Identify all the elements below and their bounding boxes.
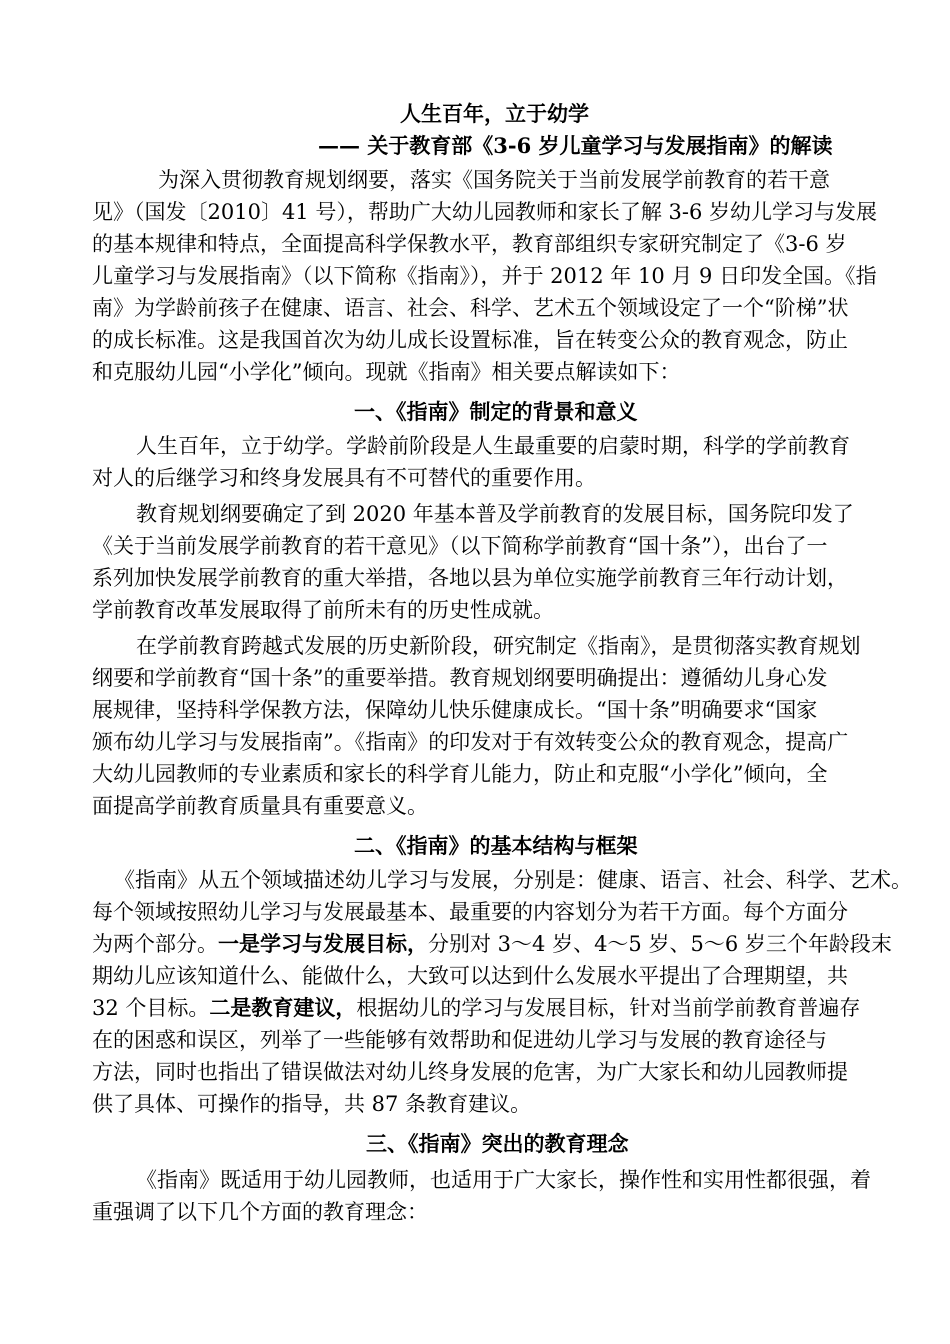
text-run: 32 个目标。 — [92, 996, 210, 1020]
paragraph-line: 在的困惑和误区，列举了一些能够有效帮助和促进幼儿学习与发展的教育途径与 — [92, 1028, 827, 1052]
paragraph-line: 方法，同时也指出了错误做法对幼儿终身发展的危害，为广大家长和幼儿园教师提 — [92, 1060, 848, 1084]
paragraph-line: 在学前教育跨越式发展的历史新阶段，研究制定《指南》，是贯彻落实教育规划 — [136, 634, 861, 658]
text-run: 为两个部分。 — [92, 932, 218, 956]
intro-line: 为深入贯彻教育规划纲要，落实《国务院关于当前发展学前教育的若干意 — [158, 168, 830, 192]
paragraph-line: 期幼儿应该知道什么、能做什么，大致可以达到什么发展水平提出了合理期望，共 — [92, 964, 848, 988]
paragraph-line: 系列加快发展学前教育的重大举措，各地以县为单位实施学前教育三年行动计划， — [92, 566, 848, 590]
paragraph-line: 《关于当前发展学前教育的若干意见》（以下简称学前教育“国十条”），出台了一 — [92, 534, 828, 558]
bold-text-run: 一是学习与发展目标， — [218, 931, 428, 956]
paragraph-line: 每个领域按照幼儿学习与发展最基本、最重要的内容划分为若干方面。每个方面分 — [92, 900, 848, 924]
paragraph-line: 对人的后继学习和终身发展具有不可替代的重要作用。 — [92, 466, 596, 490]
bold-text-run: 二是教育建议， — [209, 995, 357, 1020]
paragraph-line: 供了具体、可操作的指导，共 87 条教育建议。 — [92, 1092, 532, 1116]
section-2-heading: 二、《指南》的基本结构与框架 — [354, 833, 638, 858]
document-subtitle: —— 关于教育部《3-6 岁儿童学习与发展指南》的解读 — [318, 133, 833, 158]
paragraph-line: 人生百年，立于幼学。学龄前阶段是人生最重要的启蒙时期，科学的学前教育 — [136, 434, 850, 458]
text-run: 分别对 3～4 岁、4～5 岁、5～6 岁三个年龄段末 — [428, 932, 892, 956]
paragraph-line: 学前教育改革发展取得了前所未有的历史性成就。 — [92, 598, 554, 622]
paragraph-line: 面提高学前教育质量具有重要意义。 — [92, 794, 428, 818]
paragraph-line — [92, 992, 860, 1024]
paragraph-line: 《指南》从五个领域描述幼儿学习与发展，分别是：健康、语言、社会、科学、艺术。 — [114, 868, 912, 892]
intro-line: 见》（国发〔2010〕41 号），帮助广大幼儿园教师和家长了解 3-6 岁幼儿学习与发展 — [92, 200, 878, 224]
section-1-heading: 一、《指南》制定的背景和意义 — [354, 399, 638, 424]
intro-line: 的成长标准。这是我国首次为幼儿成长设置标准，旨在转变公众的教育观念，防止 — [92, 328, 848, 352]
intro-line: 南》为学龄前孩子在健康、语言、社会、科学、艺术五个领域设定了一个“阶梯”状 — [92, 296, 849, 320]
intro-line: 和克服幼儿园“小学化”倾向。现就《指南》相关要点解读如下： — [92, 360, 681, 384]
intro-line: 儿童学习与发展指南》（以下简称《指南》），并于 2012 年 10 月 9 日印发全国。《指 — [92, 264, 877, 288]
section-3-heading: 三、《指南》突出的教育理念 — [366, 1131, 629, 1156]
paragraph-line: 重强调了以下几个方面的教育理念： — [92, 1200, 428, 1224]
document-title: 人生百年，立于幼学 — [400, 101, 589, 126]
paragraph-line: 大幼儿园教师的专业素质和家长的科学育儿能力，防止和克服“小学化”倾向，全 — [92, 762, 828, 786]
paragraph-line — [92, 928, 892, 960]
paragraph-line: 教育规划纲要确定了到 2020 年基本普及学前教育的发展目标，国务院印发了 — [136, 502, 854, 526]
intro-line: 的基本规律和特点，全面提高科学保教水平，教育部组织专家研究制定了《3-6 岁 — [92, 232, 847, 256]
paragraph-line: 《指南》既适用于幼儿园教师，也适用于广大家长，操作性和实用性都很强，着 — [136, 1168, 871, 1192]
paragraph-line: 展规律，坚持科学保教方法，保障幼儿快乐健康成长。“国十条”明确要求“国家 — [92, 698, 818, 722]
paragraph-line: 纲要和学前教育“国十条”的重要举措。教育规划纲要明确提出：遵循幼儿身心发 — [92, 666, 828, 690]
text-run: 根据幼儿的学习与发展目标，针对当前学前教育普遍存 — [356, 996, 861, 1020]
paragraph-line: 颁布幼儿学习与发展指南”。《指南》的印发对于有效转变公众的教育观念，提高广 — [92, 730, 849, 754]
